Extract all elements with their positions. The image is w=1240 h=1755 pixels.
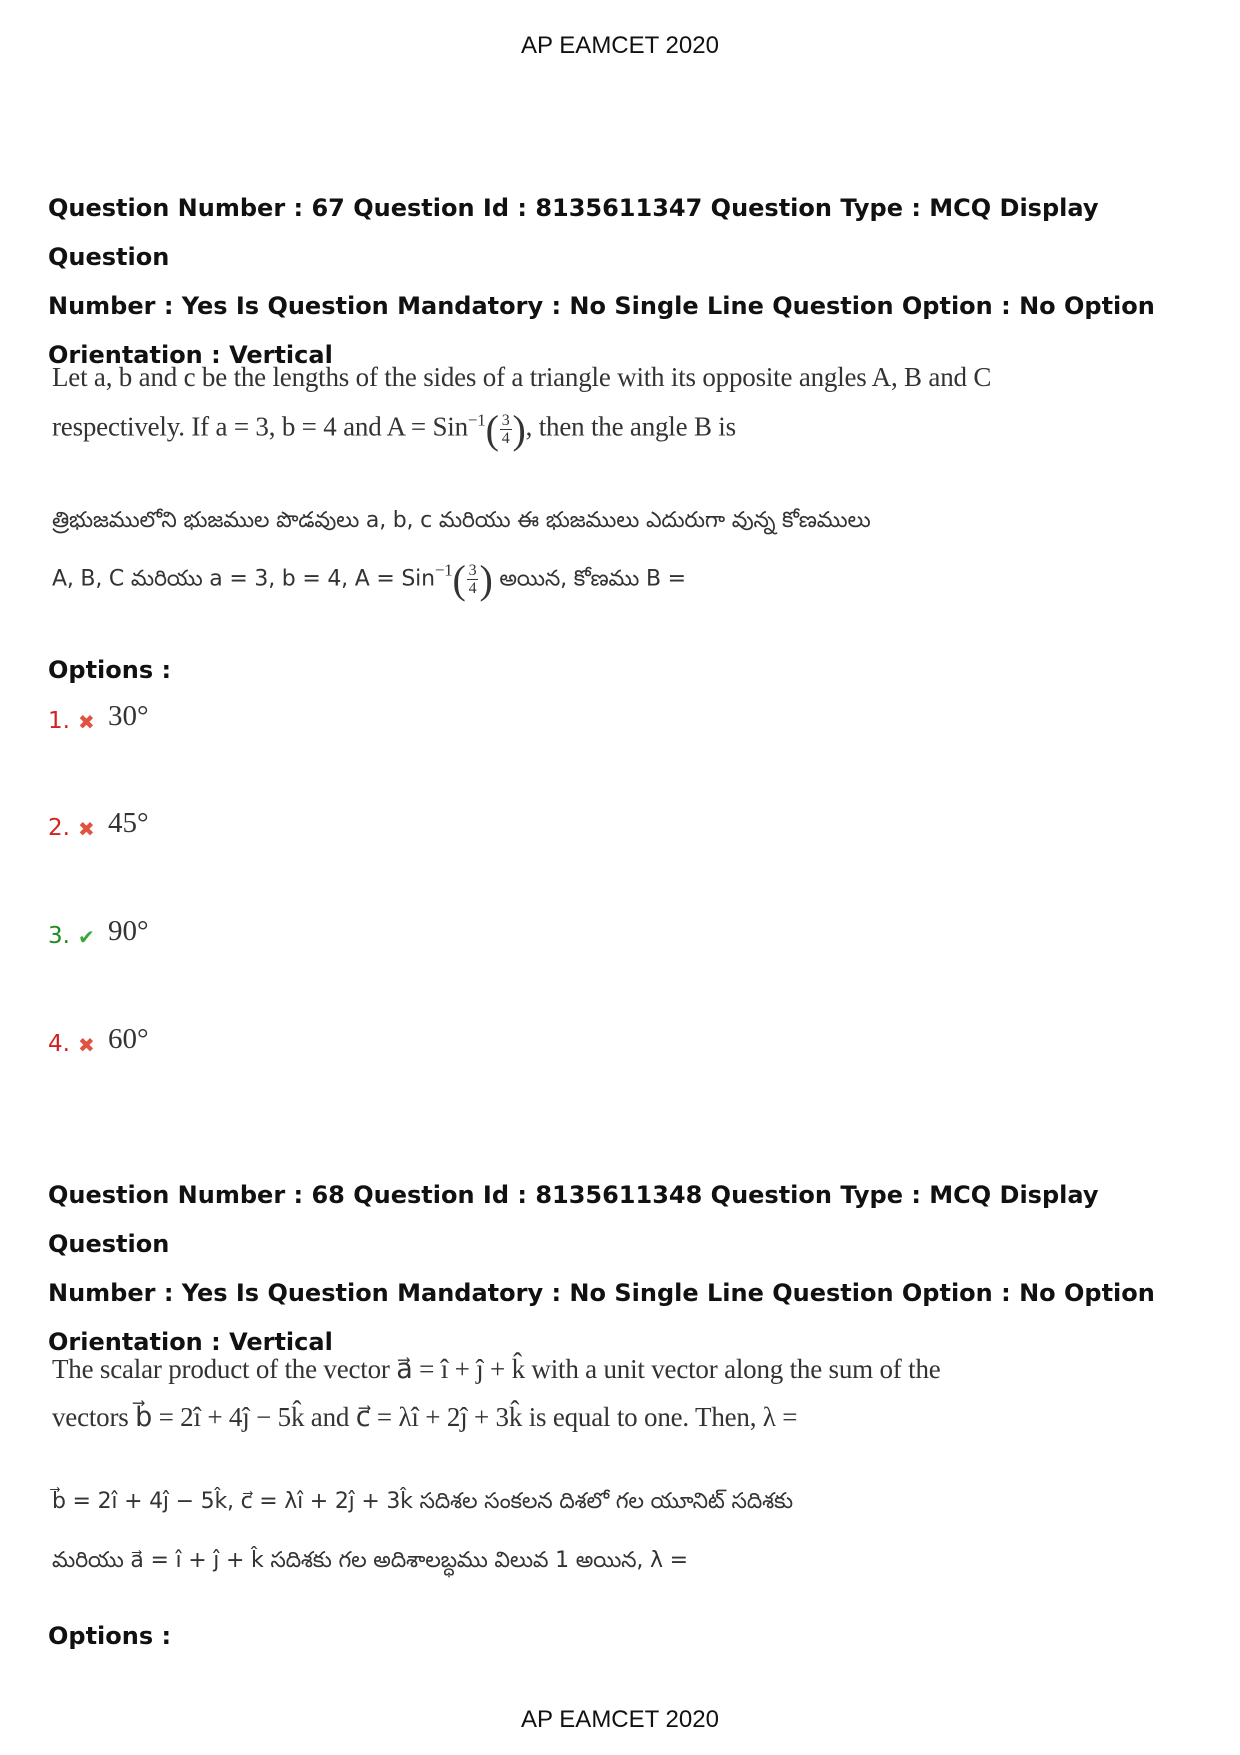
option-number: 2.: [48, 815, 70, 841]
meta-line: Orientation : Vertical: [48, 1328, 333, 1356]
option-number: 4.: [48, 1031, 70, 1057]
fraction: $\frac{3}{4}$: [501, 412, 510, 447]
exponent: −1: [467, 410, 486, 430]
question-68-text: [52, 1354, 1152, 1594]
question-english-line: The scalar product of the vector a⃗ = î + ĵ + k̂ with a unit vector along the sum of the: [52, 1354, 941, 1384]
meta-line: Number : Yes Is Question Mandatory : No Single Line Question Option : No Option: [48, 292, 1155, 320]
options-label: Options :: [48, 656, 172, 684]
option-value: 30°: [108, 700, 149, 732]
question-english-line: respectively. If a = 3, b = 4 and A = Sin$^{-1}$( $\frac{3}{4}$ ), then the angle B is: [52, 407, 736, 452]
meta-line: Orientation : Vertical: [48, 341, 333, 369]
meta-line: Number : Yes Is Question Mandatory : No Single Line Question Option : No Option: [48, 1279, 1155, 1307]
question-english-line: vectors b⃗ = 2î + 4ĵ − 5k̂ and c⃗ = λî + 2ĵ + 3k̂ is equal to one. Then, λ =: [52, 1402, 798, 1432]
cross-icon: ✖: [78, 710, 95, 734]
question-telugu-line: మరియు a⃗ = î + ĵ + k̂ సదిశకు గల అదిశాలబ్ధము విలువ 1 అయిన, λ =: [52, 1548, 688, 1573]
fraction: $\frac{3}{4}$: [468, 562, 477, 597]
expr-text: A, B, C మరియు a = 3, b = 4, A = Sin: [52, 566, 435, 592]
expr-text: అయిన, కోణము B =: [492, 566, 686, 592]
page-footer: AP EAMCET 2020: [521, 1706, 719, 1733]
cross-icon: ✖: [78, 1033, 95, 1057]
options-label: Options :: [48, 1622, 172, 1650]
meta-line: Question Number : 68 Question Id : 8135611348 Question Type : MCQ Display Question: [48, 1181, 1099, 1258]
question-telugu-line: A, B, C మరియు a = 3, b = 4, A = Sin$^{-1}$( $\frac{3}{4}$ ) అయిన, కోణము B =: [52, 557, 686, 602]
question-67-text: [52, 362, 1152, 602]
option-number: 1.: [48, 708, 70, 734]
check-icon: ✔: [78, 925, 95, 949]
option-number: 3.: [48, 923, 70, 949]
cross-icon: ✖: [78, 817, 95, 841]
page-header: AP EAMCET 2020: [521, 32, 719, 59]
option-value: 90°: [108, 915, 149, 947]
option-value: 45°: [108, 807, 149, 839]
question-telugu-line: త్రిభుజములోని భుజముల పొడవులు a, b, c మరియు ఈ భుజములు ఎదురుగా వున్న కోణములు: [52, 508, 871, 533]
expr-text: respectively. If a = 3, b = 4 and A = Sin: [52, 411, 468, 442]
question-english-line: Let a, b and c be the lengths of the sides of a triangle with its opposite angles A, B and C: [52, 362, 992, 392]
question-68-meta: [48, 1171, 1208, 1367]
meta-line: Question Number : 67 Question Id : 8135611347 Question Type : MCQ Display Question: [48, 194, 1099, 271]
option-value: 60°: [108, 1023, 149, 1055]
question-67-meta: [48, 184, 1208, 380]
expr-text: , then the angle B is: [525, 411, 736, 442]
question-telugu-line: b⃗ = 2î + 4ĵ − 5k̂, c⃗ = λî + 2ĵ + 3k̂ సదిశల సంకలన దిశలో గల యూనిట్ సదిశకు: [52, 1489, 793, 1514]
exponent: −1: [434, 560, 453, 580]
